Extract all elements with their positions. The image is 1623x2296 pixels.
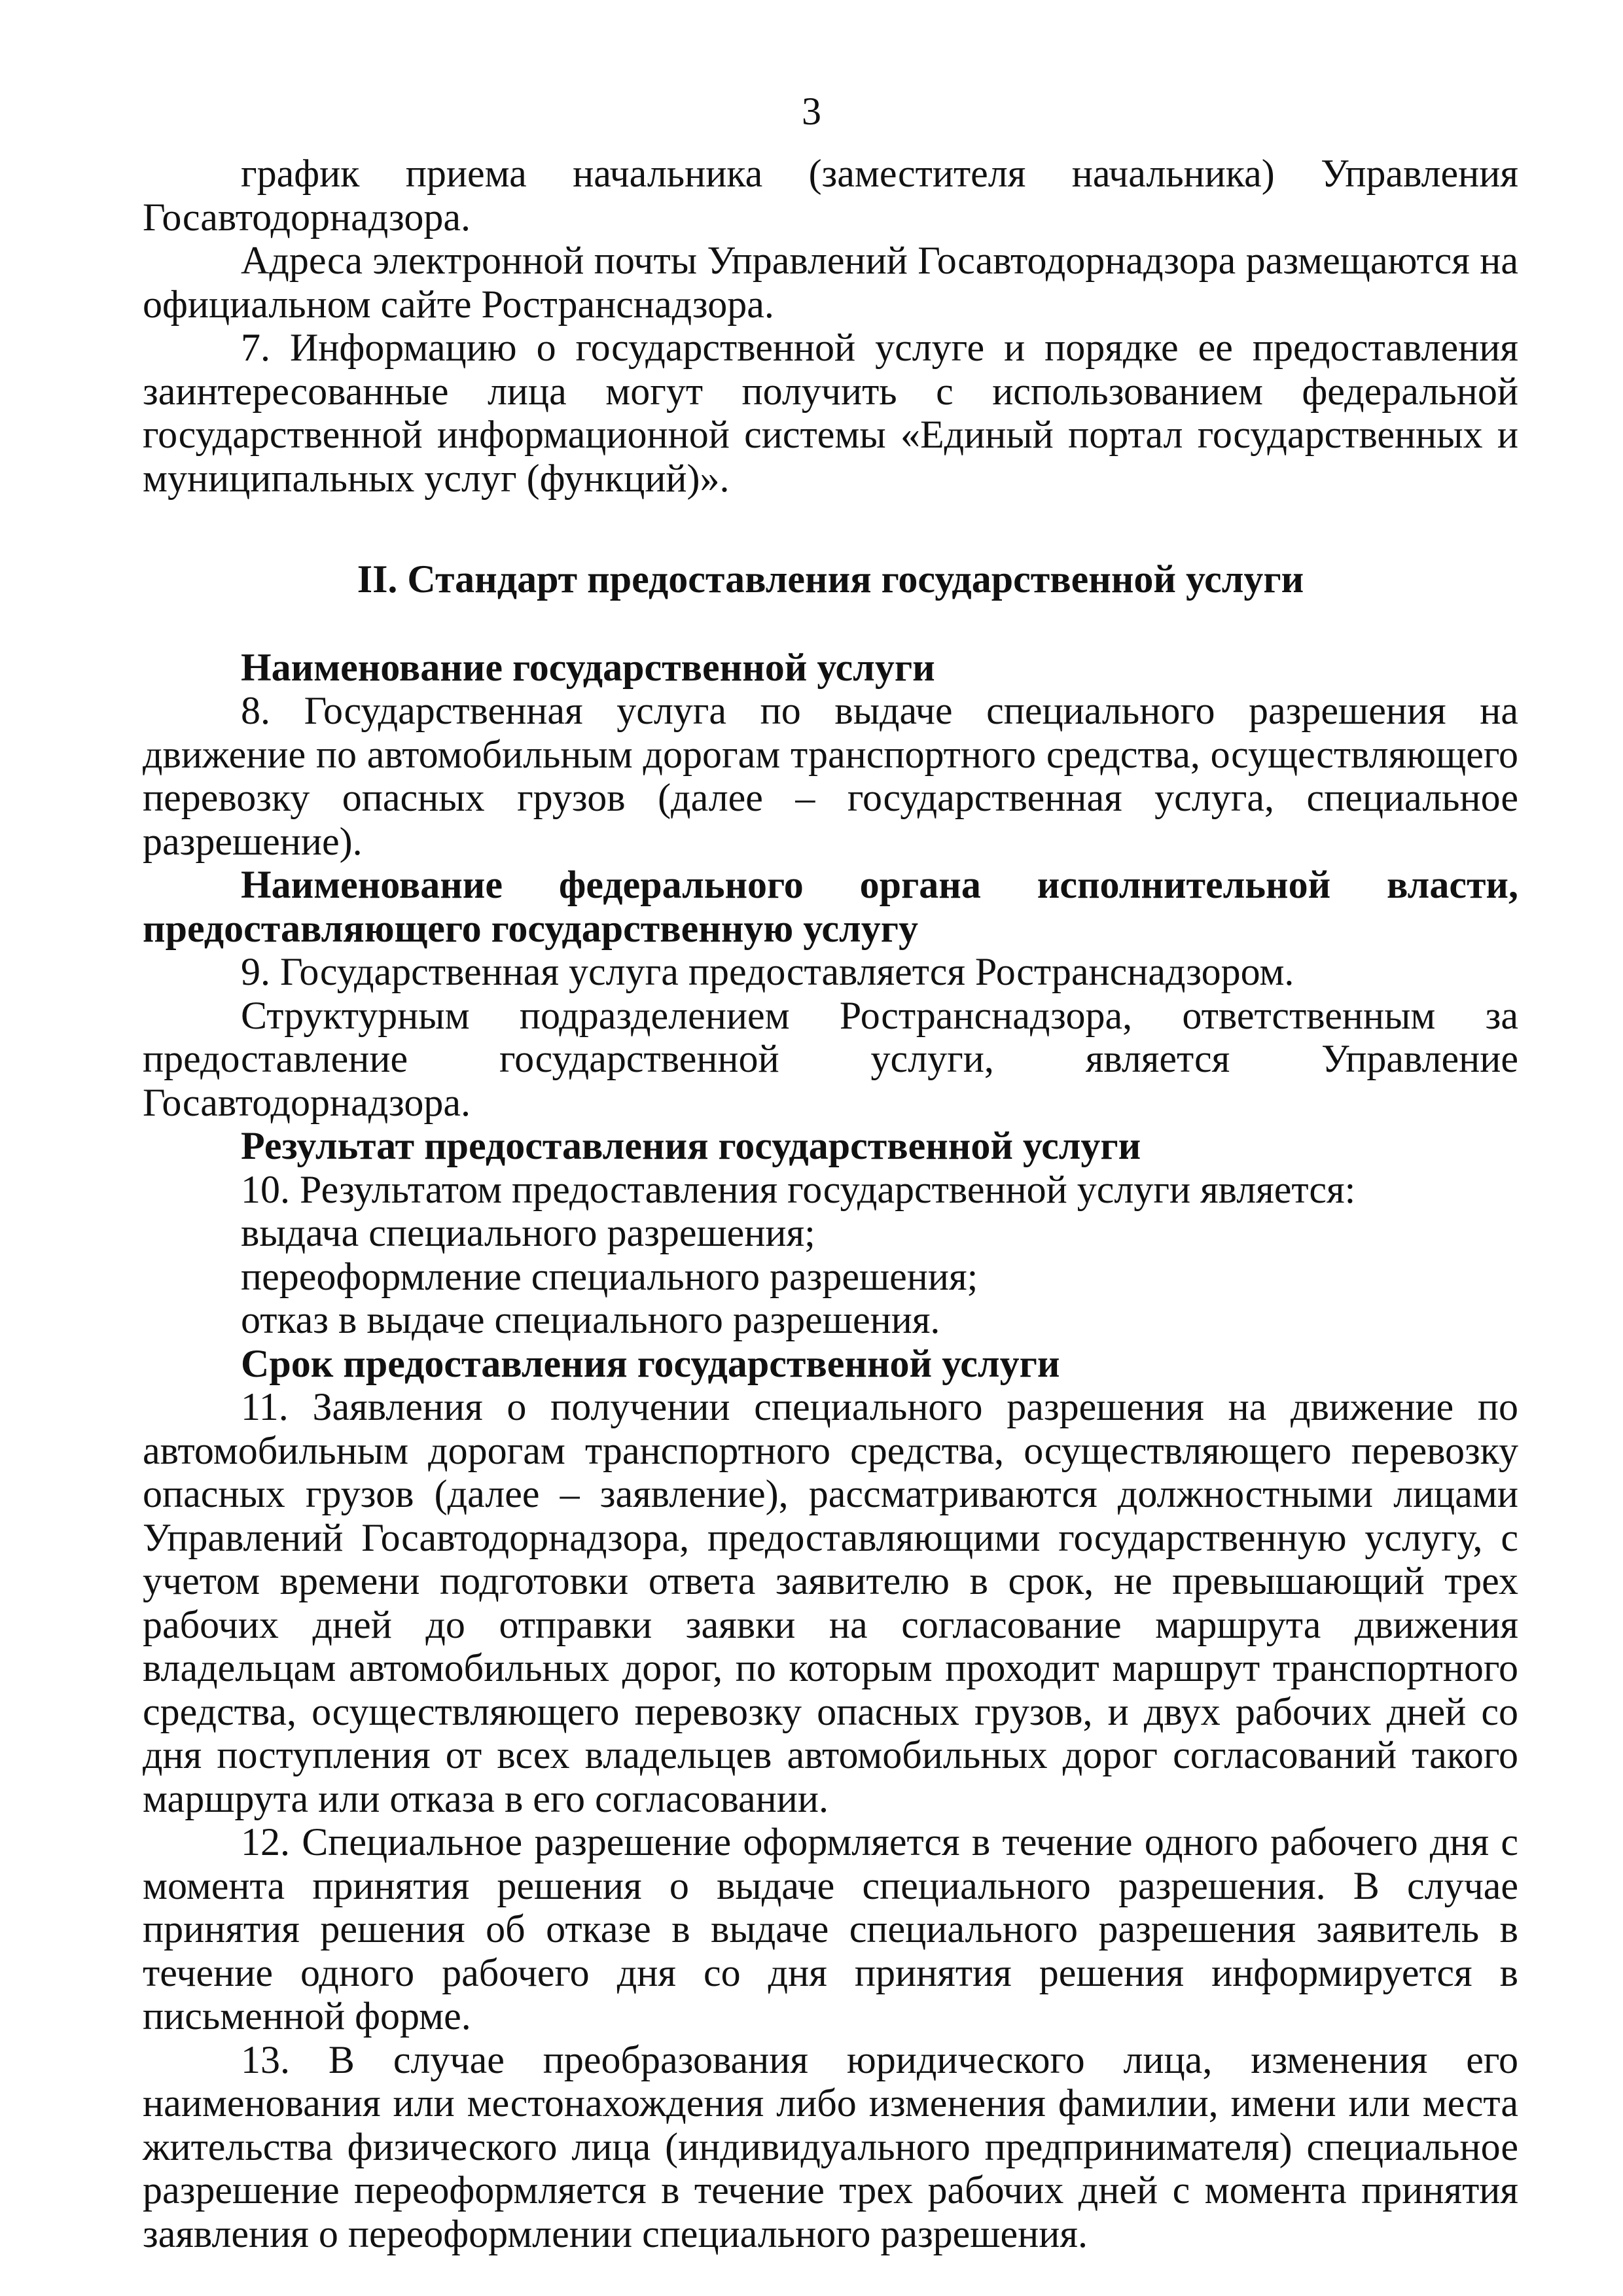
paragraph-7: 7. Информацию о государственной услуге и порядке ее предоставления заинтересованные лица могут получить с использованием федеральной государственной информационной системы «Единый портал государственных и муниципальных услуг (функций)». <box>143 326 1518 500</box>
paragraph-email-addresses: Адреса электронной почты Управлений Госавтодорнадзора размещаются на официальном сайте Ространснадзора. <box>143 239 1518 326</box>
paragraph-10: 10. Результатом предоставления государственной услуги является: <box>241 1167 1356 1211</box>
page-number: 3 <box>802 90 821 133</box>
paragraph-12: 12. Специальное разрешение оформляется в течение одного рабочего дня с момента принятия решения о выдаче специального разрешения. В случае принятия решения об отказе в выдаче специального разрешения заявитель в течение одного рабочего дня со дня принятия решения информируется в письменной форме. <box>143 1820 1518 2038</box>
paragraph-8: 8. Государственная услуга по выдаче специального разрешения на движение по автомобильным дорогам транспортного средства, осуществляющего перевозку опасных грузов (далее – государственная услуга, специальное разрешение). <box>143 689 1518 863</box>
section-title: II. Стандарт предоставления государственной услуги <box>357 557 1304 601</box>
paragraph-9: 9. Государственная услуга предоставляется Ространснадзором. <box>241 950 1294 993</box>
paragraph-schedule: график приема начальника (заместителя начальника) Управления Госавтодорнадзора. <box>143 152 1518 239</box>
result-list-item: выдача специального разрешения; <box>241 1211 815 1254</box>
paragraph-9-structural-unit: Структурным подразделением Ространснадзора, ответственным за предоставление государственной услуги, является Управление Госавтодорнадзора. <box>143 993 1518 1124</box>
heading-service-result: Результат предоставления государственной услуги <box>241 1124 1141 1167</box>
heading-service-name: Наименование государственной услуги <box>241 645 935 689</box>
heading-federal-authority: Наименование федерального органа исполнительной власти, предоставляющего государственную услугу <box>143 863 1518 950</box>
document-body <box>143 152 1518 2255</box>
result-list-item: переоформление специального разрешения; <box>241 1254 978 1298</box>
paragraph-13: 13. В случае преобразования юридического лица, изменения его наименования или местонахождения либо изменения фамилии, имени или места жительства физического лица (индивидуального предпринимателя) специальное разрешение переоформляется в течение трех рабочих дней с момента принятия заявления о переоформлении специального разрешения. <box>143 2038 1518 2255</box>
paragraph-11: 11. Заявления о получении специального разрешения на движение по автомобильным дорогам транспортного средства, осуществляющего перевозку опасных грузов (далее – заявление), рассматриваются должностными лицами Управлений Госавтодорнадзора, предоставляющими государственную услугу, с учетом времени подготовки ответа заявителю в срок, не превышающий трех рабочих дней до отправки заявки на согласование маршрута движения владельцам автомобильных дорог, по которым проходит маршрут транспортного средства, осуществляющего перевозку опасных грузов, и двух рабочих дней со дня поступления от всех владельцев автомобильных дорог согласований такого маршрута или отказа в его согласовании. <box>143 1385 1518 1820</box>
heading-service-term: Срок предоставления государственной услуги <box>241 1341 1060 1385</box>
result-list-item: отказ в выдаче специального разрешения. <box>241 1298 940 1341</box>
